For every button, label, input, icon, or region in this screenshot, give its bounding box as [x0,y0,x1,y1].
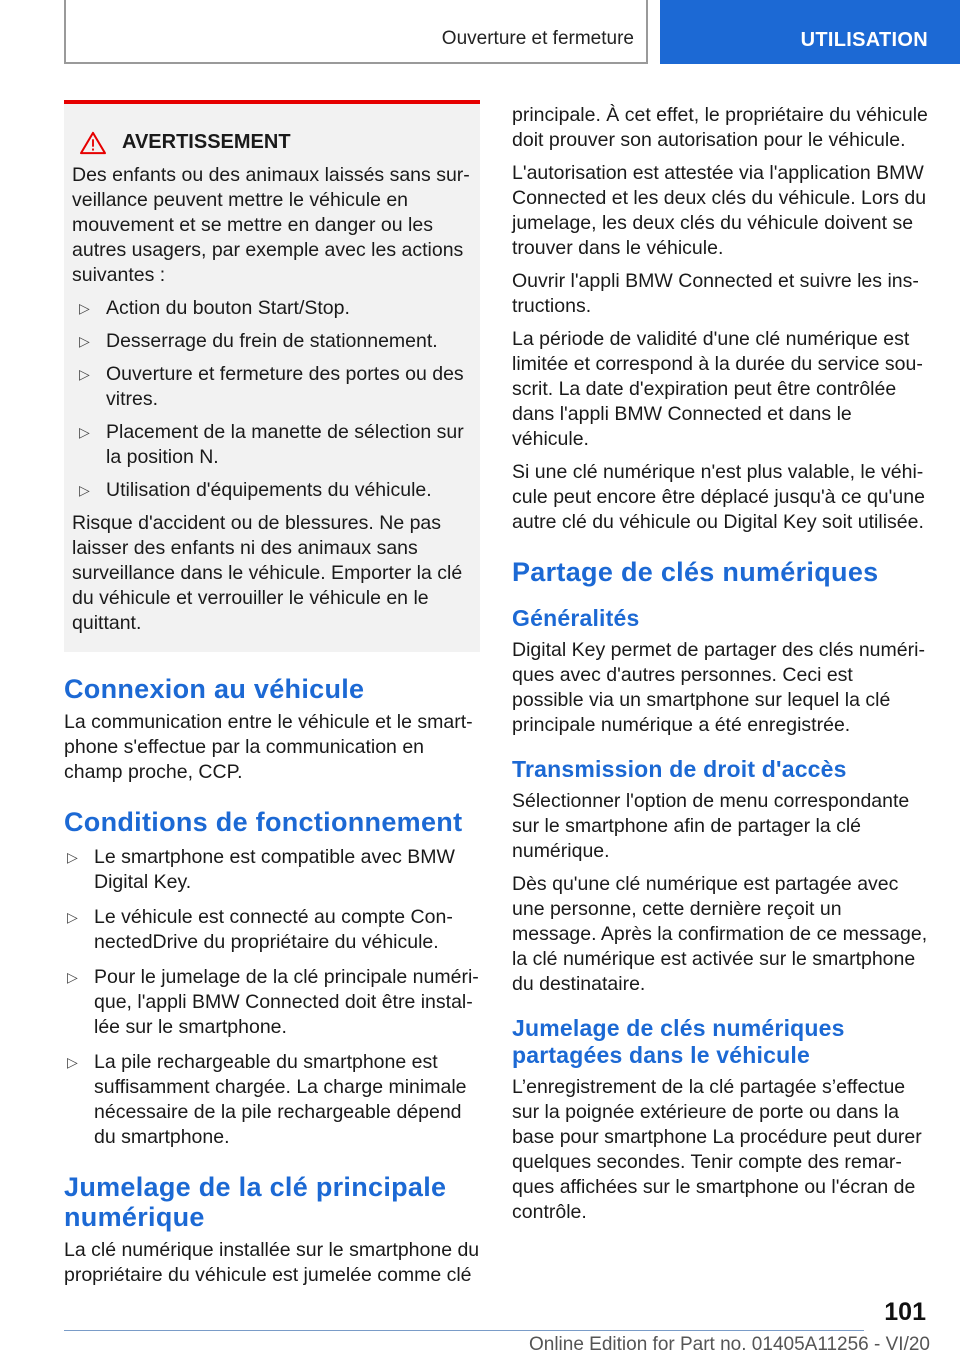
triangle-right-icon: ▷ [67,1054,78,1070]
condition-text: Pour le jumelage de la clé principale numérique, l'appli BMW Connected doit être installée sur le smartphone. [94,966,479,1038]
heading-conditions: Conditions de fonctionnement [64,807,463,837]
warning-item-text: Action du bouton Start/Stop. [106,297,350,319]
header-chapter-tab [660,0,960,64]
triangle-right-icon: ▷ [67,849,78,865]
heading-partage: Partage de clés numériques [512,557,879,587]
warning-item-text: Desserrage du frein de stationnement. [106,330,438,352]
heading-transmission: Transmission de droit d'accès [512,756,847,782]
header-section-title: Ouverture et fermeture [441,28,634,49]
heading-generalites: Généralités [512,605,640,631]
jumelage-paragraph-3: Ouvrir l'appli BMW Connected et suivre les instructions. [512,270,919,317]
conditions-list-item [64,965,480,1040]
warning-triangle-icon [78,131,108,155]
warning-item-text: Placement de la manette de sélection sur la position N. [106,421,464,468]
warning-list-item [72,296,472,321]
condition-text: La pile rechargeable du smartphone est suffisamment chargée. La charge minimale nécessaire de la pile rechargeable dépend du smartphone. [94,1051,467,1148]
conditions-list-item [64,845,480,895]
triangle-right-icon: ▷ [79,333,90,349]
jumelage-paragraph-4: La période de validité d'une clé numérique est limitée et correspond à la durée du service souscrit. La date d'expiration peut être contrôlée dans l'appli BMW Connected et dans le véhicule. [512,328,923,450]
triangle-right-icon: ▷ [79,300,90,316]
warning-intro: Des enfants ou des animaux laissés sans surveillance peuvent mettre le véhicule en mouvement et se mettre en danger ou les autres usagers, par exemple avec les actions suivantes : [72,164,470,286]
jumelage-partagees-text: L’enregistrement de la clé partagée s’effectue sur la poignée extérieure de porte ou dans la base pour smartphone La procédure peut durer quelques secondes. Tenir compte des remarques affichées sur le smartphone ou l'écran de contrôle. [512,1076,922,1223]
conditions-list-item [64,1050,480,1150]
condition-text: Le véhicule est connecté au compte ConnectedDrive du propriétaire du véhicule. [94,906,453,953]
warning-outro: Risque d'accident ou de blessures. Ne pas laisser des enfants ni des animaux sans surveillance dans le véhicule. Emporter la clé du véhicule et verrouiller le véhicule en le quittant. [72,512,463,634]
warning-item-text: Ouverture et fermeture des portes ou des vitres. [106,363,464,410]
header-section-box [64,0,648,64]
triangle-right-icon: ▷ [67,969,78,985]
triangle-right-icon: ▷ [79,366,90,382]
warning-item-text: Utilisation d'équipements du véhicule. [106,479,432,501]
warning-list-item [72,478,472,503]
triangle-right-icon: ▷ [79,424,90,440]
right-column [512,103,928,1233]
transmission-paragraph-1: Sélectionner l'option de menu correspondante sur le smartphone afin de partager la clé numérique. [512,790,910,862]
jumelage-text-continued: principale. À cet effet, le propriétaire du véhicule doit prouver son autorisation pour le véhicule. [512,104,928,151]
warning-list [72,296,472,503]
condition-text: Le smartphone est compatible avec BMW Digital Key. [94,846,455,893]
triangle-right-icon: ▷ [79,482,90,498]
warning-title: AVERTISSEMENT [122,131,291,153]
heading-jumelage-principale: Jumelage de la clé principale numérique [64,1172,447,1232]
transmission-paragraph-2: Dès qu'une clé numérique est partagée avec une personne, cette dernière reçoit un message. Après la confirmation de ce message, la clé numérique est activée sur le smartphone du destinataire. [512,873,928,995]
warning-title-row [72,130,472,155]
page-number: 101 [884,1298,926,1326]
triangle-right-icon: ▷ [67,909,78,925]
warning-list-item [72,362,472,412]
warning-list-item [72,329,472,354]
header-chapter-title: UTILISATION [800,29,928,51]
generalites-text: Digital Key permet de partager des clés numériques avec d'autres personnes. Ceci est possible via un smartphone sur lequel la clé principale numérique a été enregistrée. [512,639,925,736]
warning-list-item [72,420,472,470]
conditions-list [64,845,480,1150]
jumelage-paragraph-2: L'autorisation est attestée via l'application BMW Connected et les deux clés du véhicule. Lors du jumelage, les deux clés du véhicule doivent se trouver dans le véhicule. [512,162,927,259]
footer-edition: Online Edition for Part no. 01405A11256 - VI/20 [528,1334,930,1355]
jumelage-text-start: La clé numérique installée sur le smartphone du propriétaire du véhicule est jumelée comme clé [64,1239,480,1286]
connexion-text: La communication entre le véhicule et le smartphone s'effectue par la communication en champ proche, CCP. [64,711,473,783]
footer-rule [64,1330,864,1331]
heading-jumelage-partagees: Jumelage de clés numériques partagées dans le véhicule [512,1015,845,1068]
left-column [64,100,480,1296]
jumelage-paragraph-5: Si une clé numérique n'est plus valable, le véhicule peut encore être déplacé jusqu'à ce qu'une autre clé du véhicule ou Digital Key soit utilisée. [512,461,925,533]
heading-connexion: Connexion au véhicule [64,674,365,704]
conditions-list-item [64,905,480,955]
warning-box [64,100,480,652]
